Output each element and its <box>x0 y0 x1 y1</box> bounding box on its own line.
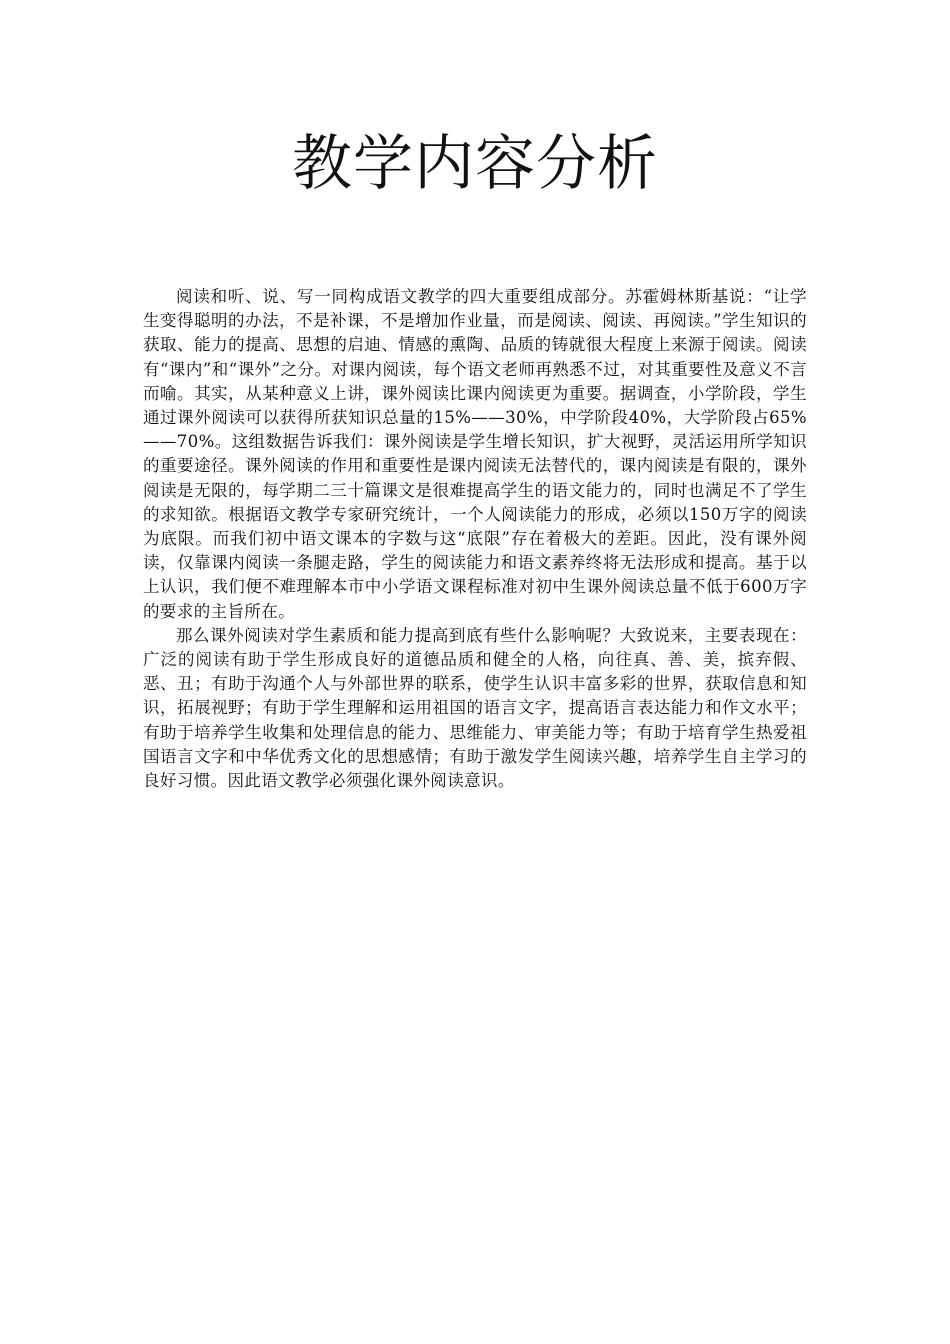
document-body <box>143 285 807 793</box>
paragraph-2: 那么课外阅读对学生素质和能力提高到底有些什么影响呢？大致说来，主要表现在：广泛的阅读有助于学生形成良好的道德品质和健全的人格，向往真、善、美，摈弃假、恶、丑；有助于沟通个人与外部世界的联系，使学生认识丰富多彩的世界，获取信息和知识，拓展视野；有助于学生理解和运用祖国的语言文字，提高语言表达能力和作文水平；有助于培养学生收集和处理信息的能力、思维能力、审美能力等；有助于培育学生热爱祖国语言文字和中华优秀文化的思想感情；有助于激发学生阅读兴趣，培养学生自主学习的良好习惯。因此语文教学必须强化课外阅读意识。 <box>143 625 807 791</box>
document-title: 教学内容分析 <box>292 129 658 199</box>
paragraph-1: 阅读和听、说、写一同构成语文教学的四大重要组成部分。苏霍姆林斯基说：“让学生变得聪明的办法，不是补课，不是增加作业量，而是阅读、阅读、再阅读。”学生知识的获取、能力的提高、思想的启迪、情感的熏陶、品质的铸就很大程度上来源于阅读。阅读有“课内”和“课外”之分。对课内阅读，每个语文老师再熟悉不过，对其重要性及意义不言而喻。其实，从某种意义上讲，课外阅读比课内阅读更为重要。据调查，小学阶段，学生通过课外阅读可以获得所获知识总量的15%——30%，中学阶段40%，大学阶段占65%——70%。这组数据告诉我们：课外阅读是学生增长知识，扩大视野，灵活运用所学知识的重要途径。课外阅读的作用和重要性是课内阅读无法替代的，课内阅读是有限的，课外阅读是无限的，每学期二三十篇课文是很难提高学生的语文能力的，同时也满足不了学生的求知欲。根据语文教学专家研究统计，一个人阅读能力的形成，必须以150万字的阅读为底限。而我们初中语文课本的字数与这“底限”存在着极大的差距。因此，没有课外阅读，仅靠课内阅读一条腿走路，学生的阅读能力和语文素养终将无法形成和提高。基于以上认识，我们便不难理解本市中小学语文课程标准对初中生课外阅读总量不低于600万字的要求的主旨所在。 <box>143 287 807 621</box>
